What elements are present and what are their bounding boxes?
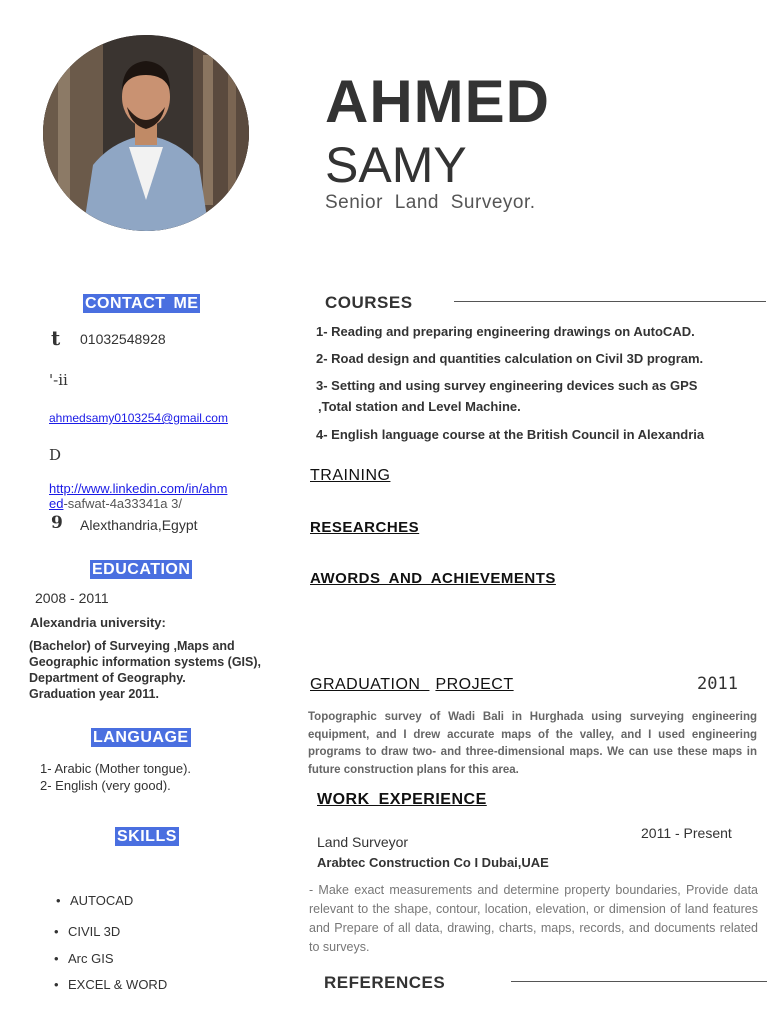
degree-line: (Bachelor) of Surveying ,Maps and (29, 639, 235, 653)
skill-item: • CIVIL 3D (68, 924, 120, 939)
course-item: 4- English language course at the British Council in Alexandria (316, 427, 705, 442)
email-icon: '-ii (49, 371, 68, 389)
graduation-year: 2011 (697, 674, 738, 694)
last-name: SAMY (325, 137, 467, 193)
references-divider (511, 981, 767, 982)
graduation-heading-b: PROJECT (435, 676, 514, 693)
phone-number: 01032548928 (80, 331, 166, 347)
graduation-description: Topographic survey of Wadi Bali in Hurghada using surveying engineering equipment, and I drew accurate maps of the valley, and I used engineering programs to draw two- and three-dimensional maps. We can use these maps in future construction plans for this area. (308, 711, 757, 776)
references-heading: REFERENCES (324, 973, 446, 992)
job-title: Senior Land Surveyor. (325, 192, 536, 213)
degree-line: Department of Geography. (29, 671, 186, 685)
education-university: Alexandria university: (30, 615, 166, 630)
linkedin-link-continued (49, 496, 182, 511)
graduation-heading-a: GRADUATION (310, 676, 421, 693)
course-item-continued: ,Total station and Level Machine. (318, 399, 521, 414)
skill-item: • Arc GIS (68, 951, 114, 966)
researches-heading: RESEARCHES (310, 519, 420, 536)
language-item: 2- English (very good). (40, 778, 171, 793)
contact-heading: CONTACT ME (85, 295, 199, 312)
linkedin-link-tail[interactable]: ed (49, 496, 64, 511)
work-description: - Make exact measurements and determine property boundaries, Provide data relevant to the shape, contour, location, elevation, or dimension of land features and Prepare of all data, drawing, charts, maps, records, and documents related to surveys. (309, 883, 758, 954)
course-item: 1- Reading and preparing engineering drawings on AutoCAD. (316, 324, 695, 339)
training-heading: TRAINING (310, 467, 391, 484)
degree-line: Geographic information systems (GIS), (29, 655, 261, 669)
email-link[interactable]: ahmedsamy0103254@gmail.com (49, 411, 228, 425)
linkedin-link[interactable]: http://www.linkedin.com/in/ahm (49, 481, 228, 496)
profile-photo (43, 35, 249, 231)
awards-heading: AWORDS AND ACHIEVEMENTS (310, 570, 556, 587)
portrait-illustration (43, 35, 249, 231)
skill-item: • AUTOCAD (70, 893, 133, 908)
location-icon: 9 (51, 513, 63, 533)
work-role: Land Surveyor (317, 834, 409, 850)
education-degree (29, 638, 261, 702)
work-heading: WORK EXPERIENCE (317, 791, 487, 808)
education-heading: EDUCATION (92, 561, 191, 578)
location-text: Alexthandria,Egypt (80, 517, 198, 533)
language-list (40, 760, 191, 794)
work-period: 2011 - Present (641, 825, 732, 841)
skill-item: • EXCEL & WORD (68, 977, 167, 992)
skills-heading: SKILLS (117, 828, 177, 845)
first-name: AHMED (325, 68, 550, 135)
work-company: Arabtec Construction Co I Dubai,UAE (317, 855, 549, 870)
education-years: 2008 - 2011 (35, 590, 109, 606)
courses-heading: COURSES (325, 293, 413, 312)
graduation-year: Graduation year 2011. (29, 687, 159, 701)
phone-icon: t (51, 326, 61, 350)
courses-divider (454, 301, 766, 302)
course-item: 3- Setting and using survey engineering devices such as GPS (316, 378, 698, 393)
language-item: 1- Arabic (Mother tongue). (40, 761, 192, 776)
linkedin-icon: D (49, 446, 62, 464)
language-heading: LANGUAGE (93, 729, 189, 746)
graduation-heading (310, 676, 514, 694)
course-item: 2- Road design and quantities calculation on Civil 3D program. (316, 351, 704, 366)
linkedin-link-rest: -safwat-4a33341a 3/ (63, 496, 182, 511)
